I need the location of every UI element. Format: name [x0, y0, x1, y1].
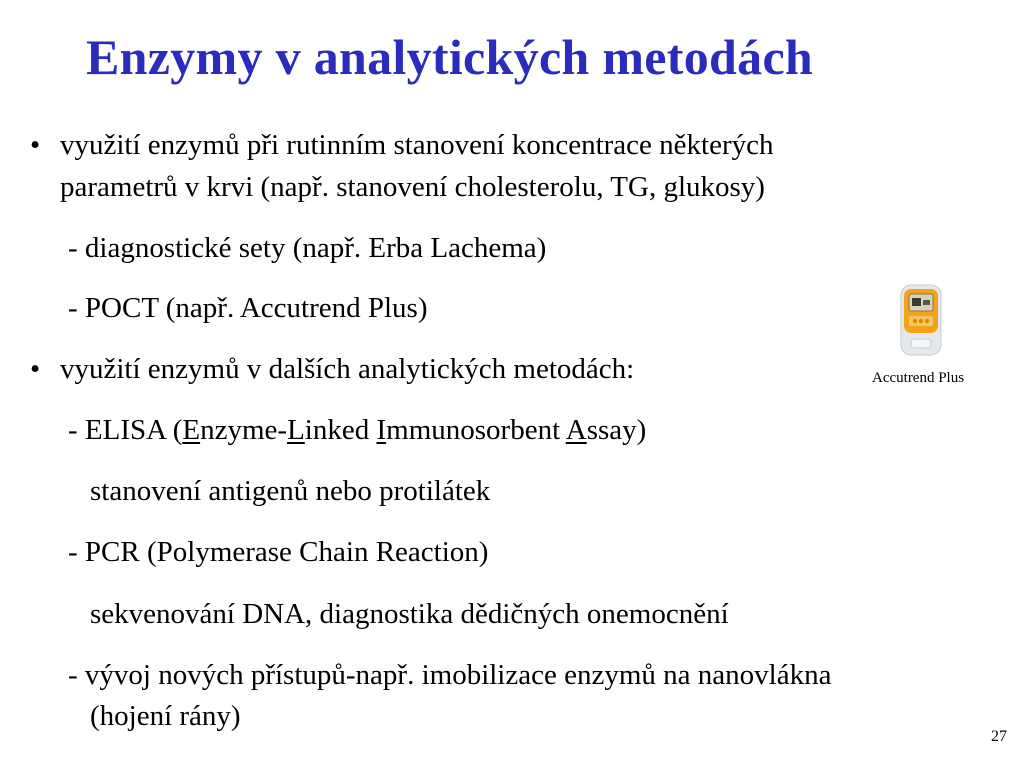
sub-item-poct: - POCT (např. Accutrend Plus) — [68, 292, 428, 324]
bullet-1-line-1 — [30, 128, 774, 162]
sub-item-pcr: - PCR (Polymerase Chain Reaction) — [68, 536, 489, 568]
slide-title: Enzymy v analytických metodách — [86, 29, 814, 85]
bullet-2-text: využití enzymů v dalších analytických metodách: — [60, 353, 635, 385]
sub-item-elisa: - ELISA (Enzyme-Linked Immunosorbent Assay) — [68, 414, 647, 446]
page-number: 27 — [991, 728, 1007, 745]
elisa-description: stanovení antigenů nebo protilátek — [90, 475, 491, 507]
accutrend-device-image — [893, 284, 949, 356]
bullet-2-line-1 — [30, 352, 634, 386]
bullet-1-text: využití enzymů při rutinním stanovení koncentrace některých — [60, 129, 774, 161]
sub-item-development-line-2: (hojení rány) — [90, 700, 241, 732]
bullet-1-dot: • — [30, 129, 41, 161]
sub-item-development-line-1: - vývoj nových přístupů-např. imobilizace enzymů na nanovlákna — [68, 659, 832, 691]
bullet-2-dot: • — [30, 353, 41, 385]
bullet-1-line-2: parametrů v krvi (např. stanovení cholesterolu, TG, glukosy) — [60, 171, 765, 203]
sub-item-diagnostic-sets: - diagnostické sety (např. Erba Lachema) — [68, 232, 547, 264]
pcr-description: sekvenování DNA, diagnostika dědičných onemocnění — [90, 598, 729, 630]
device-caption: Accutrend Plus — [872, 370, 965, 386]
